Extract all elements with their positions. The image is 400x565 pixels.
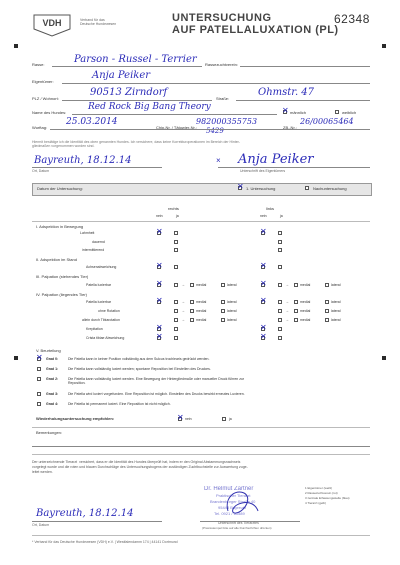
dauernd-r[interactable] [174,240,178,244]
followup-label: Nachuntersuchung [313,186,347,191]
registration-mark [14,44,18,48]
grade1-text: Die Patella kann vollständig luxiert werden; spontane Reposition bei Einstellen des Druckes. [68,367,211,371]
achsen-r-nein[interactable] [157,265,161,269]
wiederholung-nein-label: nein [185,417,192,421]
wurftag-value[interactable]: 25.03.2014 [66,117,118,127]
lahmheit-l-nein[interactable] [261,231,265,235]
patella1-l-lateral[interactable] [325,283,329,287]
name-label: Name des Hundes: [32,110,67,115]
section-2: II. Adspektion im Stand [36,257,77,262]
pl-form-page: VDH Verband für das Deutsche Hundewesen UNTERSUCHUNG AUF PATELLALUXATION (PL) 62348 Rasse: Parson - Russel - Terrier Rassezuchtverein: Eigentümer: Anja Peiker PLZ / Wohnort: 90513 Zirndorf Straße: Ohmstr. 47 Name des Hundes: Red Rock Big Bang Theory ✕ männlich weiblich Wurftag: 25.03.2014 Chip-Nr. / Tätowier-Nr.: 982000355753 5429 ZB.-Nr.: 26/00065464 Hiermit bestätige ich die Identität des oben genannten Hundes. Ich versichere, dass keine Korrekturoperationen im Bereich der Hinter- gliedmaßen vorgenommen worden sind. Bayreuth, 18.12.14 × Anja Peiker Ort, Datum Unterschrift des Eigentümers Datum der Untersuchung: ✕ 1. Untersuchung Nachuntersuchung rechts links nein ja nein ja I. Adspektion in Bewegung Lahmheit ✕ ✕ dauernd intermittierend II. Adspektion im Stand Achsenabweichung ✕ ✕ III. Palpation (stehendes Tier) Patella luxierbar ✕ → medial lateral ✕ → medial lateral IV. Palpation (liegendes Tier) Patella luxierbar ✕ → medial lateral ✕ → medial lateral ohne Rotation → medial lateral → medial lateral allein durch Tibiarotation → medial lateral → medial lateral Krepitation ✕ ✕ Crista tibiae Abweichung ✕ ✕ V. Beurteilung ✕ Grad 0: Die Patella kann in keiner Position vollständig aus dem Sulcus trochlearis gedrückt werden. Grad 1: Die Patella kann vollständig luxiert werden; spontane Reposition bei Einstellen des Druckes. Grad 2: Die Patella kann vollständig luxiert werden. Eine Bewegung der Hintergliedmaße oder manueller Druck führen zur Reposition. Grad 3: Die Patella wird luxiert vorgefunden. Eine Reposition ist möglich. Einstellen des Drucks bewirkt erneutes Luxieren. Grad 4: Die Patella ist permanent luxiert. Eine Reposition ist nicht möglich. Wiederholungsuntersuchung empfohlen: ✕ nein ja Bemerkungen: Der unterzeichnende Tierarzt versichert, dass er die Identität des Hundes überprüft hat, indem er den Original Abstammungsnachweis vorgelegt wurde und die roten und blauen Durchschläge des Untersuchungsbogens der zuständigen Zuchtbuchstelle zur Auswertung zuge- leitet werden. 1 Eigentümer (weiß) 2 Rassezuchtverein (rot) 3 zentrale Erfassungsstelle (blau) 4 Tierarzt (gelb) Dr. Helmut Zartner Praktischer Tierarzt Brandenburger Straße 40 95448 Bayreuth Tel. 0921 / 65589 Bayreuth, 18.12.14 Ort, Datum Unterschrift des Tierarztes (Praxisstempel bitte auf alle Durchschriften drücken) * Verband für das Deutsche Hundewesen (VDH) e.V. | Westfalendamm 174 | 44141 Dortmund [0,0,400,565]
achsen-label: Achsenabweichung [86,265,117,269]
ja-header-r: ja [176,214,179,218]
eigentuemer-label: Eigentümer: [32,79,54,84]
bemerkungen-label: Bemerkungen: [36,430,63,435]
caption-vet: Unterschrift des Tierarztes [218,521,259,525]
crista-label: Crista tibiae Abweichung [86,336,125,340]
medial-label: medial [300,318,311,322]
crista-r-ja[interactable] [174,336,178,340]
vdh-logo [30,13,74,37]
krepitation-label: Krepitation [86,327,103,331]
lateral-label: lateral [331,283,341,287]
legend-1: 1 Eigentümer (weiß) [305,486,333,490]
grade0-label: Grad 0: [46,357,59,361]
patella1-r-nein[interactable] [157,283,161,287]
cross-mark: × [216,156,221,165]
achsen-r-ja[interactable] [174,265,178,269]
ohne-l[interactable] [278,309,282,313]
ohne-r[interactable] [174,309,178,313]
form-title-2: AUF PATELLALUXATION (PL) [172,24,339,36]
strasse-label: Straße: [216,96,230,101]
lateral-label: lateral [331,300,341,304]
links-header: links [266,206,275,211]
lateral-label: lateral [331,309,341,313]
krep-l-nein[interactable] [261,327,265,331]
datum-label: Datum der Untersuchung: [37,186,83,191]
allein-l[interactable] [278,318,282,322]
vet-signature [222,487,262,519]
footer-address: * Verband für das Deutsche Hundewesen (VDH) e.V. | Westfalendamm 174 | 44141 Dortmund [32,540,178,544]
ja-header-l: ja [280,214,283,218]
svg-text:VDH: VDH [42,18,62,28]
caption-ort-datum-2: Ort, Datum [32,523,50,527]
allein-r-lateral[interactable] [221,318,225,322]
patella1-r-ja[interactable] [174,283,178,287]
org-name: Verband für das Deutsche Hundewesen [80,18,117,26]
owner-place-date[interactable]: Bayreuth, 18.12.14 [34,155,132,166]
lahmheit-r-nein[interactable] [157,231,161,235]
legend-2: 2 Rassezuchtverein (rot) [305,491,338,495]
rasse-value[interactable]: Parson - Russel - Terrier [74,54,197,65]
grade3-checkbox[interactable] [37,392,41,396]
form-title-1: UNTERSUCHUNG [172,12,272,24]
lateral-label: lateral [227,318,237,322]
registration-mark [382,44,386,48]
wiederholung-label: Wiederholungsuntersuchung empfohlen: [36,416,115,421]
eigentuemer-value[interactable]: Anja Peiker [92,70,151,81]
grade0-checkbox[interactable] [37,357,41,361]
caption-vet-note: (Praxisstempel bitte auf alle Durchschriften drücken) [202,526,272,530]
medial-label: medial [196,309,207,313]
allein-l-lateral[interactable] [325,318,329,322]
patella-2-label: Patella luxierbar [86,300,112,304]
grade4-checkbox[interactable] [37,402,41,406]
chip-label: Chip-Nr. / Tätowier-Nr.: [156,125,197,130]
crista-l-nein[interactable] [261,336,265,340]
registration-mark [382,356,386,360]
ohne-l-lateral[interactable] [325,309,329,313]
ohne-rotation-label: ohne Rotation [98,309,120,313]
legend-4: 4 Tierarzt (gelb) [305,501,327,505]
grade0-text: Die Patella kann in keiner Position vollständig aus dem Sulcus trochlearis gedrückt werden. [68,357,210,361]
grade1-checkbox[interactable] [37,367,41,371]
grade3-label: Grad 3: [46,392,59,396]
krep-r-ja[interactable] [174,327,178,331]
allein-r[interactable] [174,318,178,322]
dauernd-label: dauernd [92,240,105,244]
allein-label: allein durch Tibiarotation [82,318,120,322]
wiederholung-ja-label: ja [229,417,232,421]
medial-label: medial [196,300,207,304]
first-exam-checkbox[interactable] [238,186,242,190]
intermittierend-r[interactable] [174,248,178,252]
rassezucht-label: Rassezuchtverein: [205,62,238,67]
declaration-text: Hiermit bestätige ich die Identität des oben genannten Hundes. Ich versichere, dass keine Korrekturoperationen im Bereich der Hinter- gliedmaßen vorgenommen worden sind. [32,140,240,148]
patella1-l-medial[interactable] [294,283,298,287]
krep-r-nein[interactable] [157,327,161,331]
maennlich-label: männlich [290,110,307,115]
allein-r-medial[interactable] [190,318,194,322]
grade4-label: Grad 4: [46,402,59,406]
patella2-r-nein[interactable] [157,300,161,304]
lateral-label: lateral [227,309,237,313]
wiederholung-ja-checkbox[interactable] [222,417,226,421]
form-number: 62348 [334,12,370,26]
weiblich-label: weiblich [342,110,357,115]
medial-label: medial [300,283,311,287]
grade2-checkbox[interactable] [37,377,41,381]
name-value[interactable]: Red Rock Big Bang Theory [88,102,211,112]
plz-label: PLZ / Wohnort: [32,96,59,101]
patella2-r-ja[interactable] [174,300,178,304]
ohne-l-medial[interactable] [294,309,298,313]
lateral-label: lateral [227,283,237,287]
vet-declaration: Der unterzeichnende Tierarzt versichert, dass er die Identität des Hundes überprüft hat, indem er den Original Abstammungsnachweis vorgelegt wurde und die roten und blauen Durchschläge des Untersuchungsbogens der zuständigen Zuchtbuchstelle zur Auswertung zuge- leitet werden. [32,460,248,474]
allein-l-medial[interactable] [294,318,298,322]
patella2-r-lateral[interactable] [221,300,225,304]
krep-l-ja[interactable] [278,327,282,331]
medial-label: medial [196,283,207,287]
rechts-header: rechts [168,206,179,211]
intermittierend-label: intermittierend [82,248,105,252]
lateral-label: lateral [331,318,341,322]
patella1-l-nein[interactable] [261,283,265,287]
registration-mark [14,356,18,360]
medial-label: medial [300,300,311,304]
ohne-r-medial[interactable] [190,309,194,313]
plz-value[interactable]: 90513 Zirndorf [90,87,168,98]
first-exam-label: 1. Untersuchung [246,186,276,191]
grade3-text: Die Patella wird luxiert vorgefunden. Eine Reposition ist möglich. Einstellen des Drucks bewirkt erneutes Luxieren. [68,392,245,396]
nein-header-r: nein [156,214,163,218]
nein-header-l: nein [260,214,267,218]
chip-value[interactable]: 982000355753 [196,117,258,126]
patella2-l-lateral[interactable] [325,300,329,304]
vet-place-date[interactable]: Bayreuth, 18.12.14 [36,508,134,519]
owner-signature[interactable]: Anja Peiker [238,152,314,167]
grading-title: V. Beurteilung [36,348,61,353]
strasse-value[interactable]: Ohmstr. 47 [258,87,315,98]
legend-3: 3 zentrale Erfassungsstelle (blau) [305,496,350,500]
wurftag-label: Wurftag: [32,125,48,130]
chip-value-2[interactable]: 5429 [206,127,224,135]
rasse-label: Rasse: [32,62,45,67]
lateral-label: lateral [227,300,237,304]
patella2-l-ja[interactable] [278,300,282,304]
zb-value[interactable]: 26/00065464 [300,117,354,126]
patella1-l-ja[interactable] [278,283,282,287]
achsen-l-ja[interactable] [278,265,282,269]
section-1: I. Adspektion in Bewegung [36,224,84,229]
wiederholung-nein-checkbox[interactable] [178,417,182,421]
lahmheit-label: Lahmheit [80,231,95,235]
grade1-label: Grad 1: [46,367,59,371]
maennlich-checkbox[interactable] [283,110,287,114]
zb-label: ZB.-Nr.: [283,125,297,130]
medial-label: medial [196,318,207,322]
lahmheit-l-ja[interactable] [278,231,282,235]
medial-label: medial [300,309,311,313]
section-3: III. Palpation (stehendes Tier) [36,274,89,279]
grade2-text: Die Patella kann vollständig luxiert werden. Eine Bewegung der Hintergliedmaße oder manueller Druck führen zur Reposition. [68,377,245,385]
patella-1-label: Patella luxierbar [86,283,112,287]
vet-stamp: Dr. Helmut Zartner Praktischer Tierarzt Brandenburger Straße 40 95448 Bayreuth Tel. 0921 / 65589 [204,486,256,516]
achsen-l-nein[interactable] [261,265,265,269]
patella1-r-medial[interactable] [190,283,194,287]
caption-owner: Unterschrift des Eigentümers [240,169,286,173]
weiblich-checkbox[interactable] [335,110,339,114]
crista-l-ja[interactable] [278,336,282,340]
patella1-r-lateral[interactable] [221,283,225,287]
crista-r-nein[interactable] [157,336,161,340]
grade2-label: Grad 2: [46,377,59,381]
patella2-l-medial[interactable] [294,300,298,304]
intermittierend-l[interactable] [278,248,282,252]
ohne-r-lateral[interactable] [221,309,225,313]
patella2-r-medial[interactable] [190,300,194,304]
section-4: IV. Palpation (liegendes Tier) [36,292,87,297]
grade4-text: Die Patella ist permanent luxiert. Eine Reposition ist nicht möglich. [68,402,171,406]
patella2-l-nein[interactable] [261,300,265,304]
dauernd-l[interactable] [278,240,282,244]
lahmheit-r-ja[interactable] [174,231,178,235]
followup-checkbox[interactable] [305,186,309,190]
caption-ort-datum-1: Ort, Datum [32,169,50,173]
